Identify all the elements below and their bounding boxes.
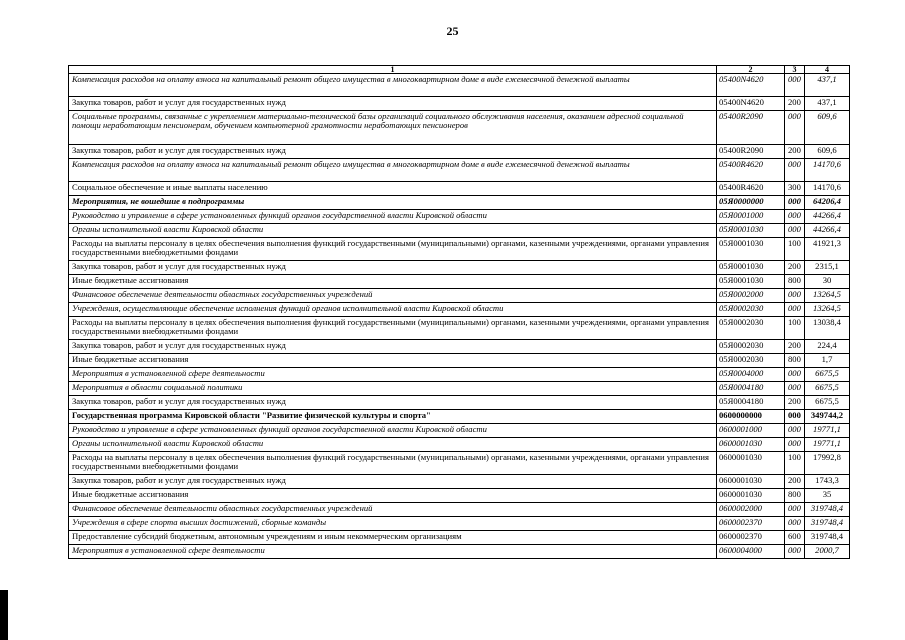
row-name-cell: Мероприятия, не вошедшие в подпрограммы [69,196,717,210]
table-row [69,224,850,238]
row-name-cell: Закупка товаров, работ и услуг для государственных нужд [69,340,717,354]
row-vr-cell: 000 [785,159,805,182]
row-name-cell: Закупка товаров, работ и услуг для государственных нужд [69,396,717,410]
row-amount-cell: 319748,4 [805,531,850,545]
row-code-cell: 05Я0001000 [717,210,785,224]
row-vr-cell: 100 [785,452,805,475]
table-body [69,74,850,559]
row-name-cell: Закупка товаров, работ и услуг для государственных нужд [69,475,717,489]
row-code-cell: 05Я0001030 [717,275,785,289]
row-vr-cell: 000 [785,224,805,238]
row-code-cell: 05400N4620 [717,97,785,111]
row-vr-cell: 000 [785,438,805,452]
row-vr-cell: 800 [785,275,805,289]
row-vr-cell: 200 [785,145,805,159]
row-amount-cell: 319748,4 [805,517,850,531]
table-row [69,317,850,340]
row-vr-cell: 000 [785,410,805,424]
row-amount-cell: 2000,7 [805,545,850,559]
column-header-code: 2 [717,66,785,74]
row-code-cell: 05Я0004180 [717,382,785,396]
row-vr-cell: 000 [785,196,805,210]
row-name-cell: Закупка товаров, работ и услуг для государственных нужд [69,145,717,159]
row-amount-cell: 64206,4 [805,196,850,210]
table-row [69,210,850,224]
table-row [69,145,850,159]
row-name-cell: Руководство и управление в сфере установленных функций органов государственной власти Кировской области [69,424,717,438]
table-row [69,531,850,545]
row-code-cell: 05400R2090 [717,111,785,145]
row-vr-cell: 800 [785,489,805,503]
row-name-cell: Финансовое обеспечение деятельности областных государственных учреждений [69,289,717,303]
row-amount-cell: 19771,1 [805,424,850,438]
table-row [69,238,850,261]
row-amount-cell: 44266,4 [805,210,850,224]
row-code-cell: 05Я0002030 [717,354,785,368]
row-amount-cell: 13264,5 [805,289,850,303]
row-amount-cell: 35 [805,489,850,503]
table-row [69,438,850,452]
row-name-cell: Расходы на выплаты персоналу в целях обеспечения выполнения функций государственными (муниципальными) органами, казенными учреждениями, органами управления государственными внебюджетными фондами [69,452,717,475]
page-number: 25 [446,24,459,38]
row-name-cell: Иные бюджетные ассигнования [69,489,717,503]
table-row [69,275,850,289]
row-amount-cell: 609,6 [805,145,850,159]
row-name-cell: Мероприятия в установленной сфере деятельности [69,368,717,382]
row-amount-cell: 17992,8 [805,452,850,475]
table-row [69,97,850,111]
row-name-cell: Закупка товаров, работ и услуг для государственных нужд [69,97,717,111]
column-header-name: 1 [69,66,717,74]
row-code-cell: 05Я0002030 [717,303,785,317]
row-amount-cell: 13038,4 [805,317,850,340]
table-row [69,182,850,196]
table-row [69,159,850,182]
table-header-row [69,66,850,74]
row-vr-cell: 000 [785,517,805,531]
row-code-cell: 05400R4620 [717,159,785,182]
row-amount-cell: 30 [805,275,850,289]
scan-edge-bar [0,590,8,640]
column-header-vr: 3 [785,66,805,74]
row-amount-cell: 19771,1 [805,438,850,452]
row-vr-cell: 200 [785,261,805,275]
row-amount-cell: 44266,4 [805,224,850,238]
table-row [69,489,850,503]
row-vr-cell: 100 [785,238,805,261]
row-vr-cell: 000 [785,74,805,97]
row-amount-cell: 13264,5 [805,303,850,317]
row-amount-cell: 14170,6 [805,182,850,196]
row-code-cell: 0600004000 [717,545,785,559]
row-amount-cell: 437,1 [805,97,850,111]
row-code-cell: 0600002370 [717,531,785,545]
row-name-cell: Иные бюджетные ассигнования [69,275,717,289]
row-vr-cell: 600 [785,531,805,545]
table-row [69,517,850,531]
row-vr-cell: 000 [785,545,805,559]
table-row [69,475,850,489]
row-name-cell: Учреждения в сфере спорта высших достижений, сборные команды [69,517,717,531]
row-code-cell: 05Я0004180 [717,396,785,410]
row-vr-cell: 000 [785,382,805,396]
row-amount-cell: 14170,6 [805,159,850,182]
row-code-cell: 05Я0004000 [717,368,785,382]
row-vr-cell: 000 [785,503,805,517]
table-row [69,261,850,275]
row-code-cell: 05Я0002030 [717,340,785,354]
table-row [69,111,850,145]
row-amount-cell: 609,6 [805,111,850,145]
row-code-cell: 05Я0000000 [717,196,785,210]
table-row [69,303,850,317]
row-vr-cell: 000 [785,289,805,303]
row-code-cell: 05400R2090 [717,145,785,159]
table-row [69,452,850,475]
row-amount-cell: 2315,1 [805,261,850,275]
row-name-cell: Социальные программы, связанные с укреплением материально-технической базы организаций социального обслуживания населения, оказанием адресной социальной помощи неработающим пенсионерам, обучением компьютерной грамотности неработающих пенсионеров [69,111,717,145]
row-amount-cell: 1,7 [805,354,850,368]
row-code-cell: 05Я0001030 [717,224,785,238]
row-amount-cell: 41921,3 [805,238,850,261]
row-code-cell: 0600000000 [717,410,785,424]
row-code-cell: 05Я0001030 [717,238,785,261]
row-code-cell: 05Я0001030 [717,261,785,275]
row-name-cell: Предоставление субсидий бюджетным, автономным учреждениям и иным некоммерческим организациям [69,531,717,545]
row-vr-cell: 300 [785,182,805,196]
row-vr-cell: 000 [785,111,805,145]
row-name-cell: Мероприятия в области социальной политики [69,382,717,396]
table-row [69,410,850,424]
row-name-cell: Расходы на выплаты персоналу в целях обеспечения выполнения функций государственными (муниципальными) органами, казенными учреждениями, органами управления государственными внебюджетными фондами [69,317,717,340]
row-vr-cell: 000 [785,368,805,382]
row-vr-cell: 000 [785,210,805,224]
table-row [69,396,850,410]
row-amount-cell: 319748,4 [805,503,850,517]
budget-table [68,65,850,559]
row-vr-cell: 800 [785,354,805,368]
row-code-cell: 0600002370 [717,517,785,531]
row-name-cell: Расходы на выплаты персоналу в целях обеспечения выполнения функций государственными (муниципальными) органами, казенными учреждениями, органами управления государственными внебюджетными фондами [69,238,717,261]
row-code-cell: 05400N4620 [717,74,785,97]
row-name-cell: Руководство и управление в сфере установленных функций органов государственной власти Кировской области [69,210,717,224]
row-code-cell: 05Я0002030 [717,317,785,340]
row-name-cell: Органы исполнительной власти Кировской области [69,224,717,238]
row-name-cell: Учреждения, осуществляющие обеспечение исполнения функций органов исполнительной власти Кировской области [69,303,717,317]
row-vr-cell: 200 [785,340,805,354]
row-amount-cell: 437,1 [805,74,850,97]
row-vr-cell: 200 [785,396,805,410]
table-row [69,354,850,368]
table-row [69,545,850,559]
row-amount-cell: 1743,3 [805,475,850,489]
row-code-cell: 0600001030 [717,452,785,475]
row-code-cell: 0600001000 [717,424,785,438]
row-code-cell: 0600001030 [717,489,785,503]
row-name-cell: Финансовое обеспечение деятельности областных государственных учреждений [69,503,717,517]
table-row [69,289,850,303]
table-row [69,340,850,354]
row-code-cell: 0600002000 [717,503,785,517]
table-row [69,424,850,438]
table-row [69,503,850,517]
table-row [69,196,850,210]
row-code-cell: 0600001030 [717,475,785,489]
column-header-amount: 4 [805,66,850,74]
row-vr-cell: 100 [785,317,805,340]
table-row [69,74,850,97]
row-amount-cell: 6675,5 [805,396,850,410]
row-amount-cell: 6675,5 [805,382,850,396]
table-row [69,368,850,382]
row-name-cell: Иные бюджетные ассигнования [69,354,717,368]
row-code-cell: 05400R4620 [717,182,785,196]
row-name-cell: Государственная программа Кировской области "Развитие физической культуры и спорта" [69,410,717,424]
row-name-cell: Социальное обеспечение и иные выплаты населению [69,182,717,196]
row-amount-cell: 349744,2 [805,410,850,424]
row-name-cell: Компенсация расходов на оплату взноса на капитальный ремонт общего имущества в многоквартирном доме в виде ежемесячной денежной выплаты [69,159,717,182]
row-vr-cell: 200 [785,475,805,489]
row-vr-cell: 200 [785,97,805,111]
row-code-cell: 0600001030 [717,438,785,452]
row-amount-cell: 224,4 [805,340,850,354]
row-name-cell: Мероприятия в установленной сфере деятельности [69,545,717,559]
row-amount-cell: 6675,5 [805,368,850,382]
row-code-cell: 05Я0002000 [717,289,785,303]
row-name-cell: Компенсация расходов на оплату взноса на капитальный ремонт общего имущества в многоквартирном доме в виде ежемесячной денежной выплаты [69,74,717,97]
table-row [69,382,850,396]
row-vr-cell: 000 [785,424,805,438]
row-name-cell: Закупка товаров, работ и услуг для государственных нужд [69,261,717,275]
row-name-cell: Органы исполнительной власти Кировской области [69,438,717,452]
row-vr-cell: 000 [785,303,805,317]
